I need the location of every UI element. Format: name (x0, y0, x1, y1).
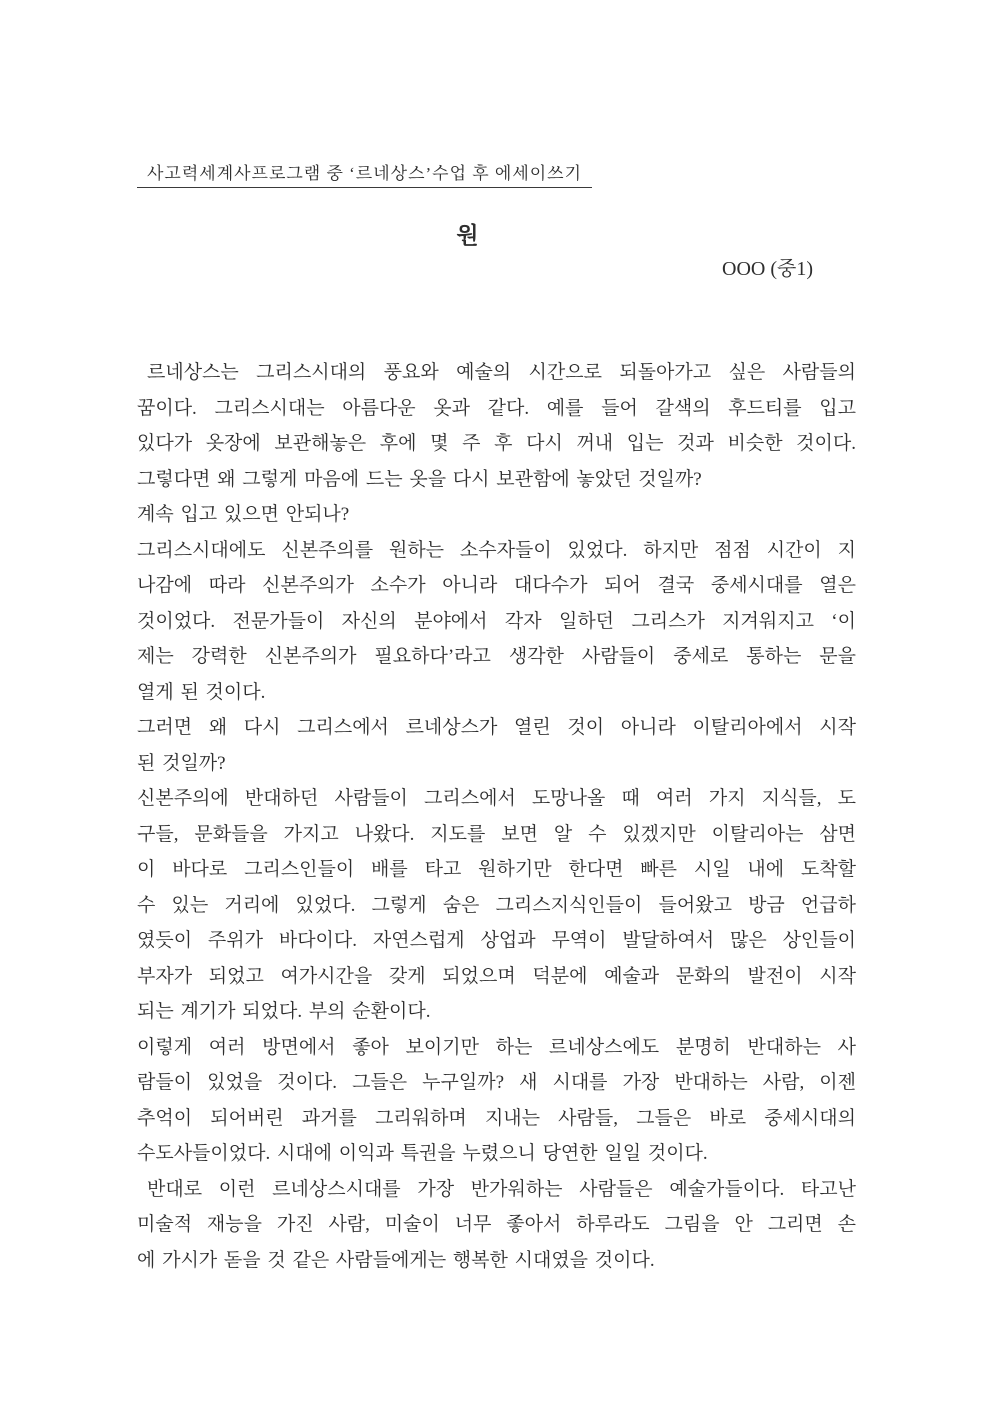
essay-body (137, 355, 856, 1278)
essay-line: 것이었다. 전문가들이 자신의 분야에서 각자 일하던 그리스가 지겨워지고 ‘이 (137, 610, 856, 632)
essay-line: 그렇다면 왜 그렇게 마음에 드는 옷을 다시 보관함에 놓았던 것일까? (137, 468, 702, 490)
essay-line: 추억이 되어버린 과거를 그리워하며 지내는 사람들, 그들은 바로 중세시대의 (137, 1107, 856, 1129)
essay-line: 르네상스는 그리스시대의 풍요와 예술의 시간으로 되돌아가고 싶은 사람들의 (147, 362, 856, 383)
essay-line: 된 것일까? (137, 752, 226, 774)
essay-line: 되는 계기가 되었다. 부의 순환이다. (137, 1001, 431, 1022)
essay-line: 였듯이 주위가 바다이다. 자연스럽게 상업과 무역이 발달하여서 많은 상인들이 (137, 930, 856, 951)
essay-line: 나감에 따라 신본주의가 소수가 아니라 대다수가 되어 결국 중세시대를 열은 (137, 575, 856, 596)
author-line: OOO (중1) (722, 258, 813, 280)
essay-line: 부자가 되었고 여가시간을 갖게 되었으며 덕분에 예술과 문화의 발전이 시작 (137, 965, 856, 987)
document-content (137, 0, 856, 1278)
document-header-row (137, 163, 856, 188)
essay-line: 꿈이다. 그리스시대는 아름다운 옷과 같다. 예를 들어 갈색의 후드티를 입고 (137, 397, 856, 419)
essay-line: 반대로 이런 르네상스시대를 가장 반가워하는 사람들은 예술가들이다. 타고난 (147, 1178, 856, 1200)
essay-title: 원 (456, 223, 479, 248)
essay-line: 구들, 문화들을 가지고 나왔다. 지도를 보면 알 수 있겠지만 이탈리아는 삼면 (137, 823, 856, 845)
essay-line: 열게 된 것이다. (137, 681, 266, 703)
essay-line: 제는 강력한 신본주의가 필요하다’라고 생각한 사람들이 중세로 통하는 문을 (137, 646, 856, 667)
essay-line: 이 바다로 그리스인들이 배를 타고 원하기만 한다면 빠른 시일 내에 도착할 (137, 859, 856, 880)
essay-line: 수 있는 거리에 있었다. 그렇게 숨은 그리스지식인들이 들어왔고 방금 언급하 (137, 894, 856, 916)
essay-line: 수도사들이었다. 시대에 이익과 특권을 누렸으니 당연한 일일 것이다. (137, 1143, 708, 1164)
essay-line: 그리스시대에도 신본주의를 원하는 소수자들이 있었다. 하지만 점점 시간이 지 (137, 539, 856, 561)
essay-line: 미술적 재능을 가진 사람, 미술이 너무 좋아서 하루라도 그림을 안 그리면 손 (137, 1214, 856, 1235)
essay-line: 신본주의에 반대하던 사람들이 그리스에서 도망나올 때 여러 가지 지식들, 도 (137, 788, 856, 809)
document-header: 사고력세계사프로그램 중 ‘르네상스’수업 후 에세이쓰기 (137, 163, 592, 188)
essay-line: 계속 입고 있으면 안되나? (137, 504, 350, 525)
essay-line: 에 가시가 돋을 것 같은 사람들에게는 행복한 시대였을 것이다. (137, 1249, 655, 1271)
essay-line: 이렇게 여러 방면에서 좋아 보이기만 하는 르네상스에도 분명히 반대하는 사 (137, 1036, 856, 1058)
essay-line: 그러면 왜 다시 그리스에서 르네상스가 열린 것이 아니라 이탈리아에서 시작 (137, 717, 856, 738)
essay-line: 람들이 있었을 것이다. 그들은 누구일까? 새 시대를 가장 반대하는 사람, 이젠 (137, 1072, 856, 1093)
essay-line: 있다가 옷장에 보관해놓은 후에 몇 주 후 다시 꺼내 입는 것과 비슷한 것이다. (137, 433, 856, 454)
